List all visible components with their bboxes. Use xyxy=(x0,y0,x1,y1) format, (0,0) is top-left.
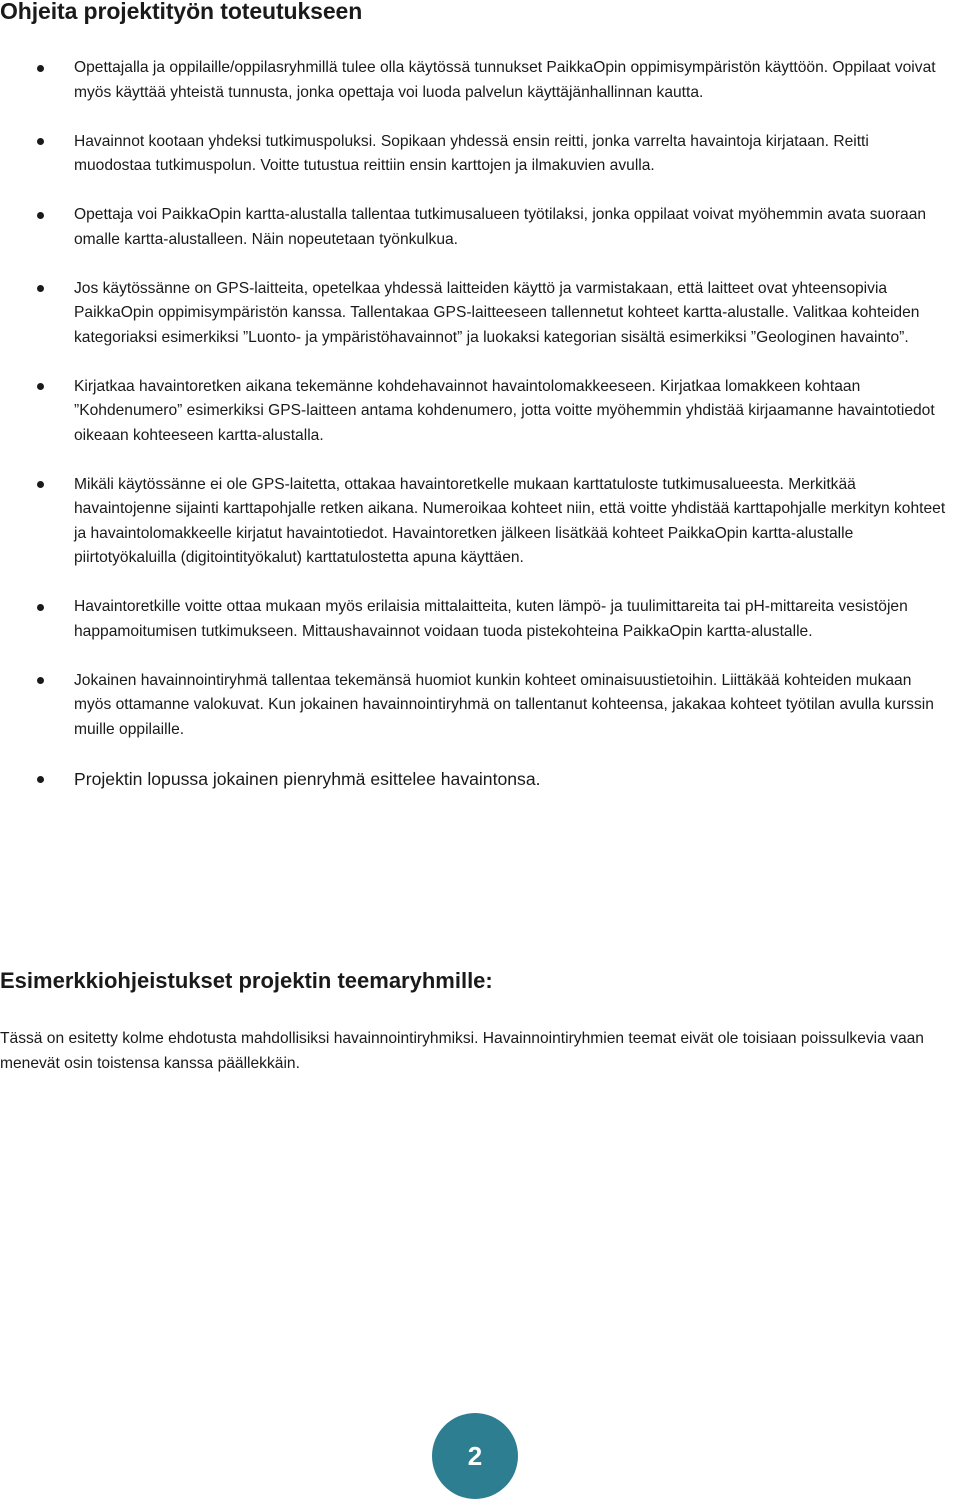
list-item-text: Havainnot kootaan yhdeksi tutkimuspoluksi. Sopikaan yhdessä ensin reitti, jonka varrelta havaintoja kirjataan. Reitti muodostaa tutkimuspolun. Voitte tutustua reittiin ensin karttojen ja ilmakuvien avulla. xyxy=(74,132,869,174)
bullet-icon xyxy=(37,285,44,292)
section-heading: Esimerkkiohjeistukset projektin teemaryhmille: xyxy=(0,968,493,993)
list-item-text: Havaintoretkille voitte ottaa mukaan myös erilaisia mittalaitteita, kuten lämpö- ja tuulimittareita tai pH-mittareita vesistöjen happamoitumisen tutkimukseen. Mittaushavainnot voidaan tuoda pistekohteina PaikkaOpin kartta-alustalle. xyxy=(74,598,908,640)
list-item xyxy=(0,669,960,743)
bullet-icon xyxy=(37,138,44,145)
instruction-list xyxy=(0,56,960,816)
list-item-text: Kirjatkaa havaintoretken aikana tekemänne kohdehavainnot havaintolomakkeeseen. Kirjatkaa lomakkeen kohtaan ”Kohdenumero” esimerkiksi GPS-laitteen antama kohdenumero, jotta voitte myöhemmin yhdistää kirjaamanne havaintotiedot oikeaan kohteeseen kartta-alustalla. xyxy=(74,377,935,444)
bullet-icon xyxy=(37,65,44,72)
list-item-text: Opettaja voi PaikkaOpin kartta-alustalla tallentaa tutkimusalueen työtilaksi, jonka oppilaat voivat myöhemmin avata suoraan omalle kartta-alustalleen. Näin nopeutetaan työnkulkua. xyxy=(74,206,927,248)
page-title: Ohjeita projektityön toteutukseen xyxy=(0,0,363,24)
list-item xyxy=(0,130,960,179)
bullet-icon xyxy=(37,212,44,219)
bullet-icon xyxy=(37,776,44,783)
bullet-icon xyxy=(37,481,44,488)
page-number-badge xyxy=(432,1413,518,1499)
list-item-text: Jokainen havainnointiryhmä tallentaa tekemänsä huomiot kunkin kohteet ominaisuustietoihin. Liittäkää kohteiden mukaan myös ottamanne valokuvat. Kun jokainen havainnointiryhmä on tallentanut kohteensa, jakakaa kohteet työtilan avulla kurssin muille oppilaille. xyxy=(74,671,934,738)
intro-paragraph: Tässä on esitetty kolme ehdotusta mahdollisiksi havainnointiryhmiksi. Havainnointiryhmien teemat eivät ole toisiaan poissulkevia vaan menevät osin toistensa kanssa päällekkäin. xyxy=(0,1030,924,1072)
list-item-text: Opettajalla ja oppilaille/oppilasryhmillä tulee olla käytössä tunnukset PaikkaOpin oppimisympäristön käyttöön. Oppilaat voivat myös käyttää yhteistä tunnusta, jonka opettaja voi luoda palvelun käyttäjänhallinnan kautta. xyxy=(74,59,936,101)
list-item-text: Jos käytössänne on GPS-laitteita, opetelkaa yhdessä laitteiden käyttö ja varmistakaan, että laitteet ovat yhteensopivia PaikkaOpin oppimisympäristön kanssa. Tallentakaa GPS-laitteeseen tallennetut kohteet kartta-alustalle. Valitkaa kohteiden kategoriaksi esimerkiksi ”Luonto- ja ympäristöhavainnot” ja luokaksi kategorian sisältä esimerkiksi ”Geologinen havainto”. xyxy=(74,279,920,346)
list-item xyxy=(0,277,960,351)
list-item xyxy=(0,595,960,644)
list-item xyxy=(0,203,960,252)
page-number: 2 xyxy=(467,1440,483,1471)
list-item xyxy=(0,473,960,571)
bullet-icon xyxy=(37,383,44,390)
list-item-text: Mikäli käytössänne ei ole GPS-laitetta, ottakaa havaintoretkelle mukaan karttatuloste tutkimusalueesta. Merkitkää havaintojenne sijainti karttapohjalle retken aikana. Numeroikaa kohteet niin, että voitte yhdistää karttapohjalle merkityn kohteet ja havaintolomakkeelle kirjatut havaintotiedot. Havaintoretken jälkeen lisätkää kohteet PaikkaOpin kartta-alustalle piirtotyökaluilla (digitointityökalut) karttatulostetta apuna käyttäen. xyxy=(74,475,946,566)
bullet-icon xyxy=(37,677,44,684)
list-item xyxy=(0,56,960,105)
list-item-text: Projektin lopussa jokainen pienryhmä esittelee havaintonsa. xyxy=(74,768,541,789)
list-item xyxy=(0,375,960,449)
list-item xyxy=(0,767,960,792)
bullet-icon xyxy=(37,604,44,611)
